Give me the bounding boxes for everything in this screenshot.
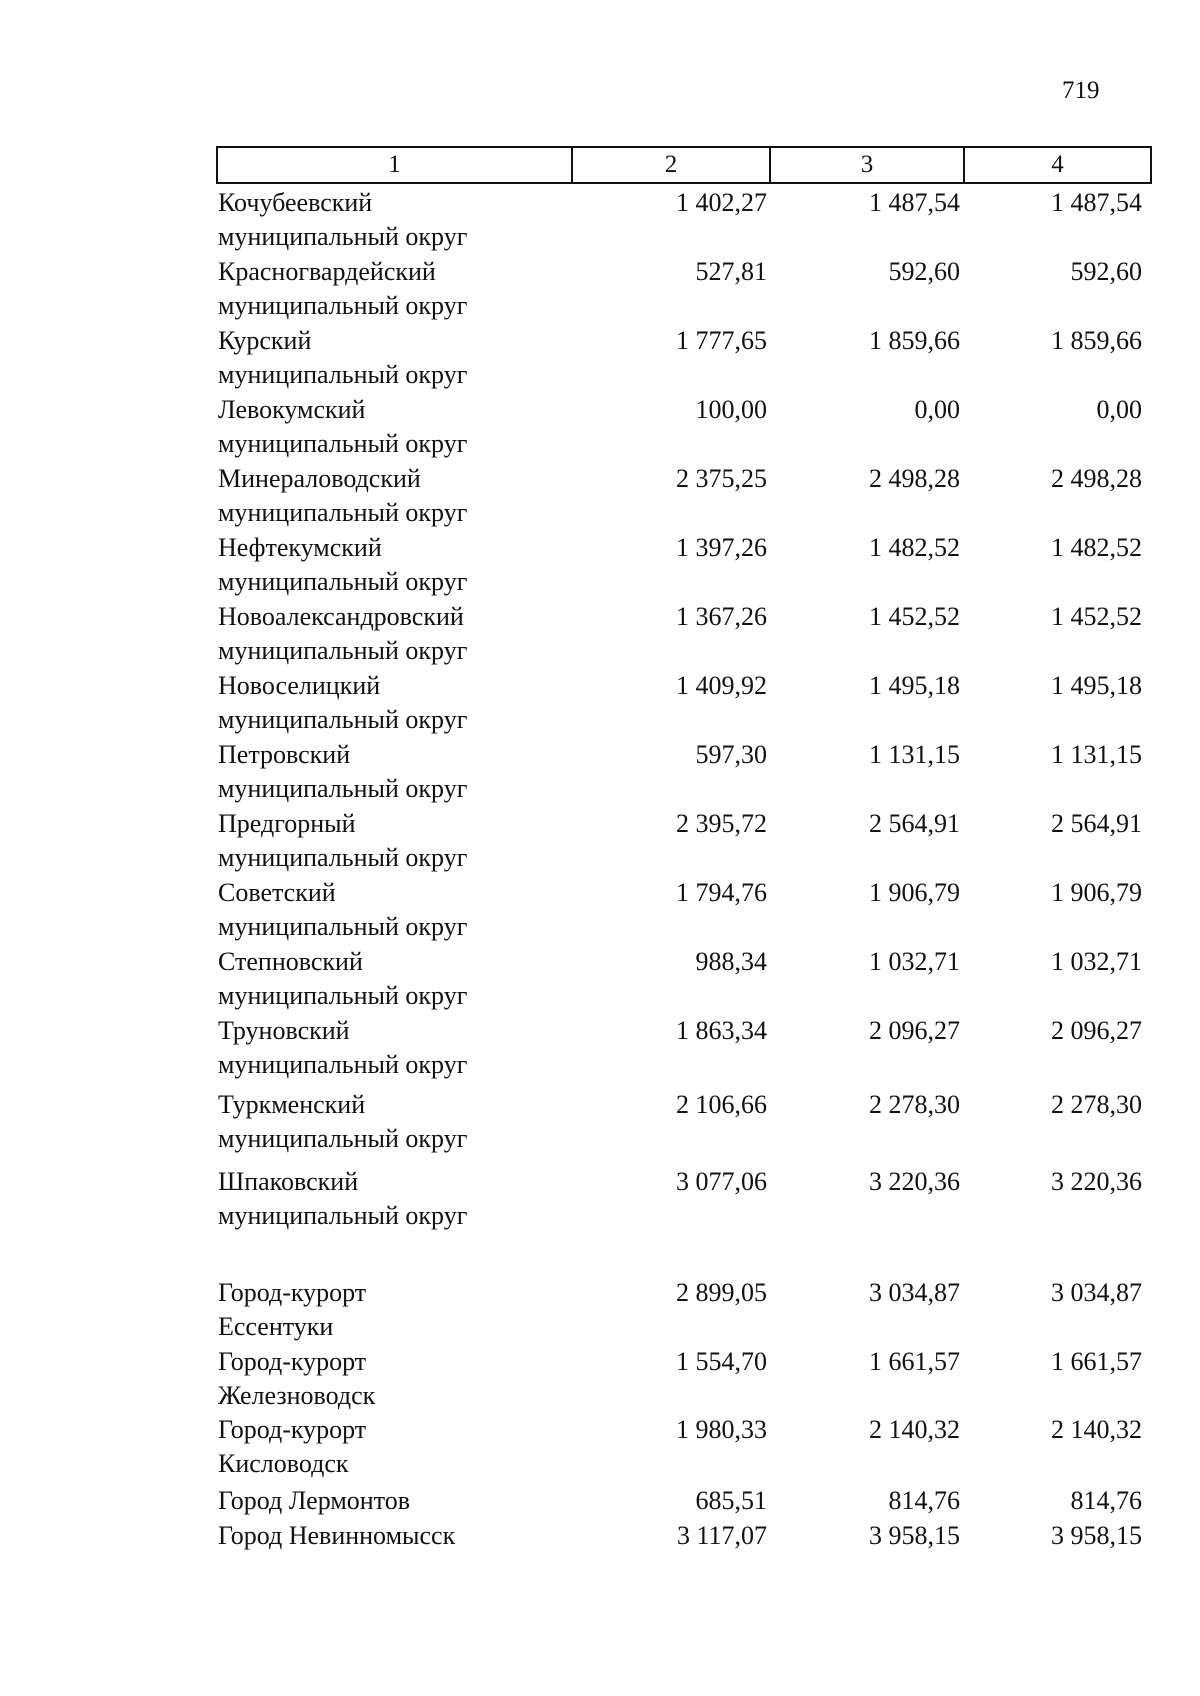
row-name-line: муниципальный округ — [218, 291, 468, 320]
cell-col3: 1 661,57 — [869, 1347, 960, 1376]
cell-col4: 2 564,91 — [1051, 809, 1142, 838]
cell-col2: 1 409,92 — [676, 671, 767, 700]
row-name-line: Степновский — [218, 947, 363, 976]
row-name-line: Туркменский — [218, 1090, 366, 1119]
column-header-3: 3 — [769, 148, 963, 182]
row-name — [218, 600, 618, 668]
cell-col2: 2 375,25 — [676, 464, 767, 493]
row-name-line: Кочубеевский — [218, 188, 373, 217]
row-name-line: Советский — [218, 878, 336, 907]
row-name-line: Ессентуки — [218, 1312, 334, 1341]
cell-col3: 3 220,36 — [869, 1167, 960, 1196]
row-name-line: муниципальный округ — [218, 429, 468, 458]
row-name — [218, 1484, 618, 1518]
row-name-line: муниципальный округ — [218, 498, 468, 527]
cell-col2: 100,00 — [695, 395, 767, 424]
cell-col2: 597,30 — [695, 740, 767, 769]
row-name-line: муниципальный округ — [218, 774, 468, 803]
cell-col2: 988,34 — [695, 947, 767, 976]
row-name — [218, 738, 618, 806]
row-name-line: муниципальный округ — [218, 981, 468, 1010]
row-name-line: Кисловодск — [218, 1449, 349, 1478]
cell-col2: 1 863,34 — [676, 1016, 767, 1045]
cell-col4: 2 096,27 — [1051, 1016, 1142, 1045]
cell-col2: 1 777,65 — [676, 326, 767, 355]
row-name-line: Город Невинномысск — [218, 1521, 456, 1550]
row-name-line: Предгорный — [218, 809, 356, 838]
row-name — [218, 186, 618, 254]
cell-col4: 2 140,32 — [1051, 1415, 1142, 1444]
row-name — [218, 807, 618, 875]
cell-col4: 2 498,28 — [1051, 464, 1142, 493]
row-name — [218, 945, 618, 1013]
cell-col2: 1 402,27 — [676, 188, 767, 217]
row-name-line: муниципальный округ — [218, 567, 468, 596]
row-name-line: Нефтекумский — [218, 533, 382, 562]
cell-col4: 3 220,36 — [1051, 1167, 1142, 1196]
cell-col2: 1 397,26 — [676, 533, 767, 562]
cell-col4: 1 906,79 — [1051, 878, 1142, 907]
row-name-line: Петровский — [218, 740, 351, 769]
row-name — [218, 393, 618, 461]
cell-col2: 1 367,26 — [676, 602, 767, 631]
row-name-line: Новоалександровский — [218, 602, 464, 631]
row-name-line: муниципальный округ — [218, 636, 468, 665]
row-name-line: муниципальный округ — [218, 360, 468, 389]
row-name-line: Красногвардейский — [218, 257, 436, 286]
cell-col4: 1 859,66 — [1051, 326, 1142, 355]
cell-col2: 2 106,66 — [676, 1090, 767, 1119]
row-name — [218, 1413, 618, 1481]
row-name-line: Железноводск — [218, 1381, 376, 1410]
cell-col2: 1 554,70 — [676, 1347, 767, 1376]
column-header-2: 2 — [571, 148, 769, 182]
cell-col2: 3 117,07 — [676, 1521, 767, 1550]
row-name — [218, 876, 618, 944]
row-name — [218, 462, 618, 530]
row-name-line: Шпаковский — [218, 1167, 359, 1196]
cell-col4: 1 131,15 — [1051, 740, 1142, 769]
row-name — [218, 1165, 618, 1233]
cell-col4: 3 958,15 — [1051, 1521, 1142, 1550]
cell-col3: 2 140,32 — [869, 1415, 960, 1444]
row-name — [218, 1519, 618, 1553]
row-name — [218, 1345, 618, 1413]
row-name-line: Минераловодский — [218, 464, 421, 493]
cell-col3: 1 482,52 — [869, 533, 960, 562]
row-name-line: муниципальный округ — [218, 705, 468, 734]
row-name — [218, 1014, 618, 1082]
cell-col3: 1 859,66 — [869, 326, 960, 355]
row-name — [218, 324, 618, 392]
cell-col2: 1 794,76 — [676, 878, 767, 907]
cell-col4: 1 032,71 — [1051, 947, 1142, 976]
cell-col4: 1 661,57 — [1051, 1347, 1142, 1376]
row-name — [218, 1088, 618, 1156]
cell-col3: 2 278,30 — [869, 1090, 960, 1119]
row-name-line: муниципальный округ — [218, 1050, 468, 1079]
cell-col2: 527,81 — [695, 257, 767, 286]
cell-col4: 1 482,52 — [1051, 533, 1142, 562]
cell-col3: 1 487,54 — [869, 188, 960, 217]
cell-col3: 1 032,71 — [869, 947, 960, 976]
cell-col4: 814,76 — [1070, 1486, 1142, 1515]
row-name-line: Город-курорт — [218, 1347, 367, 1376]
cell-col3: 3 034,87 — [869, 1278, 960, 1307]
cell-col2: 2 395,72 — [676, 809, 767, 838]
cell-col4: 3 034,87 — [1051, 1278, 1142, 1307]
cell-col3: 2 096,27 — [869, 1016, 960, 1045]
row-name — [218, 1276, 618, 1344]
cell-col2: 685,51 — [695, 1486, 767, 1515]
cell-col2: 3 077,06 — [676, 1167, 767, 1196]
row-name-line: муниципальный округ — [218, 1124, 468, 1153]
row-name-line: муниципальный округ — [218, 843, 468, 872]
row-name-line: Новоселицкий — [218, 671, 381, 700]
row-name — [218, 531, 618, 599]
cell-col2: 2 899,05 — [676, 1278, 767, 1307]
cell-col3: 1 452,52 — [869, 602, 960, 631]
cell-col4: 1 452,52 — [1051, 602, 1142, 631]
page-number: 719 — [1062, 77, 1100, 104]
cell-col4: 592,60 — [1070, 257, 1142, 286]
row-name — [218, 255, 618, 323]
cell-col3: 2 564,91 — [869, 809, 960, 838]
row-name-line: Город-курорт — [218, 1415, 367, 1444]
cell-col4: 1 487,54 — [1051, 188, 1142, 217]
cell-col3: 2 498,28 — [869, 464, 960, 493]
row-name — [218, 669, 618, 737]
cell-col3: 0,00 — [914, 395, 960, 424]
cell-col4: 0,00 — [1096, 395, 1142, 424]
row-name-line: Курский — [218, 326, 312, 355]
row-name-line: муниципальный округ — [218, 912, 468, 941]
row-name-line: муниципальный округ — [218, 1201, 468, 1230]
cell-col3: 1 131,15 — [869, 740, 960, 769]
cell-col4: 1 495,18 — [1051, 671, 1142, 700]
cell-col3: 1 906,79 — [869, 878, 960, 907]
row-name-line: Город-курорт — [218, 1278, 367, 1307]
cell-col3: 814,76 — [888, 1486, 960, 1515]
column-header-4: 4 — [963, 148, 1150, 182]
row-name-line: Труновский — [218, 1016, 350, 1045]
cell-col3: 592,60 — [888, 257, 960, 286]
row-name-line: муниципальный округ — [218, 222, 468, 251]
column-header-1: 1 — [388, 151, 401, 178]
cell-col3: 1 495,18 — [869, 671, 960, 700]
cell-col4: 2 278,30 — [1051, 1090, 1142, 1119]
cell-col2: 1 980,33 — [676, 1415, 767, 1444]
row-name-line: Город Лермонтов — [218, 1486, 410, 1515]
cell-col3: 3 958,15 — [869, 1521, 960, 1550]
row-name-line: Левокумский — [218, 395, 366, 424]
